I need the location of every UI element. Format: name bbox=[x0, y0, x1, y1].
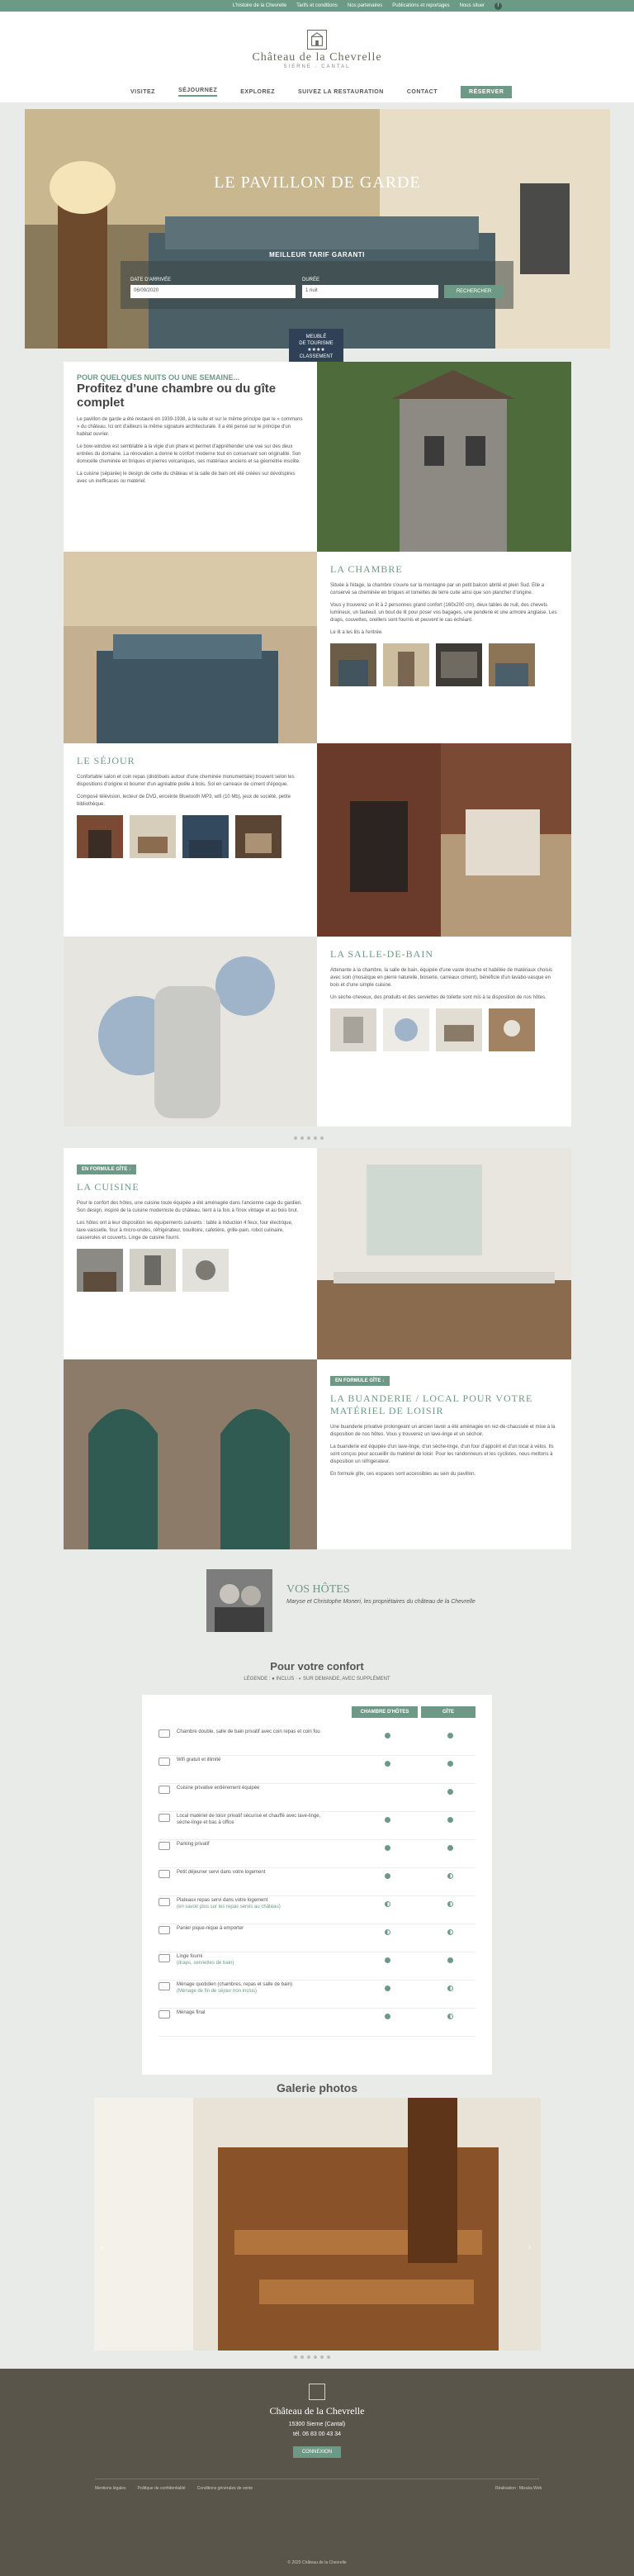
kitchen-title: LA CUISINE bbox=[77, 1181, 140, 1193]
arrival-date-label: DATE D'ARRIVÉE bbox=[130, 278, 172, 282]
bedroom-thumbnails bbox=[330, 643, 558, 686]
laundry-block bbox=[317, 1359, 571, 1549]
carousel-dot[interactable] bbox=[294, 1136, 297, 1140]
amenity-label bbox=[177, 1869, 334, 1876]
amenity-note[interactable]: (en savoir plus sur les repas servis au château) bbox=[177, 1905, 281, 1909]
site-header bbox=[0, 12, 634, 102]
topbar-link-location[interactable]: Nous situer bbox=[459, 3, 485, 8]
nav-explore[interactable]: EXPLOREZ bbox=[240, 89, 275, 95]
amenity-label bbox=[177, 1729, 334, 1735]
laundry-paragraph-2: La buanderie est équipée d'un lave-linge, d'un sèche-linge, d'un four d'appoint et d'un local à vélos. Ils sont conçus pour accueillir du matériel de loisir. Pour les randonneurs et les cyclistes, nous mettons à disposition un réfrigérateur. bbox=[330, 1445, 554, 1464]
bedroom-paragraph-3: Le lit a les lits à l'entrée. bbox=[330, 630, 383, 635]
bathroom-thumbnail[interactable] bbox=[436, 1008, 482, 1051]
kitchen-thumbnail[interactable] bbox=[77, 1249, 123, 1292]
bedroom-thumbnail[interactable] bbox=[489, 643, 535, 686]
bedroom-photo bbox=[64, 552, 317, 743]
amenity-label-text: Plateaux repas servi dans votre logement bbox=[177, 1898, 268, 1903]
comfort-legend: LÉGENDE : ● INCLUS · ◐ SUR DEMANDE, AVEC SUPPLÉMENT bbox=[244, 1677, 390, 1682]
living-room-photo bbox=[317, 743, 571, 937]
amenity-label bbox=[177, 1841, 334, 1848]
intro-paragraph-1: Le pavillon de garde a été restauré en 1939-1938, à la suite et sur le même principe que le « communs » du château. Ici ont d'ailleurs la même signature architecturale. Il a été pensé sur le principe d'un habitat ouvrier. bbox=[77, 417, 303, 437]
hosts-subtitle: Maryse et Christophe Moneri, les propriétaires du château de la Chevrelle bbox=[286, 1599, 476, 1605]
kitchen-paragraph-1: Pour le confort des hôtes, une cuisine toute équipée a été aménagée dans l'ancienne cage du gardien. Son design, inspiré de la cuisine moderniste du château, tient à la fois à l'inox vintage et au bois brut. bbox=[77, 1201, 303, 1213]
footer-legal-links bbox=[95, 2486, 253, 2491]
hosts-photo bbox=[206, 1569, 272, 1632]
top-bar bbox=[0, 0, 634, 12]
amenity-note[interactable]: (Ménage de fin de séjour non inclus) bbox=[177, 1989, 258, 1994]
search-button[interactable]: RECHERCHER bbox=[444, 285, 504, 298]
gallery-dot[interactable] bbox=[307, 2355, 310, 2359]
footer-title: Château de la Chevrelle bbox=[269, 2405, 365, 2417]
bathroom-paragraph-1: Attenante à la chambre, la salle de bain, équipée d'une vaste douche et habillée de matériaux choisis avec soin (mosaïque en pierre naturelle, boiserie, carreaux ciment), bénéficie d'un lavabo-vasque en bois et d'une simple cuisine. bbox=[330, 968, 552, 988]
amenity-icon bbox=[158, 1729, 170, 1738]
bathroom-thumbnail[interactable] bbox=[489, 1008, 535, 1051]
laundry-doors-photo bbox=[64, 1359, 317, 1549]
carousel-dot[interactable] bbox=[300, 1136, 304, 1140]
included-icon bbox=[447, 1789, 453, 1795]
gallery-dot[interactable] bbox=[300, 2355, 304, 2359]
amenity-label bbox=[177, 1981, 334, 1995]
bathroom-thumbnail[interactable] bbox=[383, 1008, 429, 1051]
amenity-label bbox=[177, 2009, 334, 2016]
included-icon bbox=[447, 1733, 453, 1739]
on-request-icon bbox=[385, 1929, 390, 1935]
kitchen-thumbnail[interactable] bbox=[130, 1249, 176, 1292]
comfort-row bbox=[158, 1840, 476, 1868]
living-room-title: LE SÉJOUR bbox=[77, 755, 135, 766]
carousel-dot[interactable] bbox=[314, 1136, 317, 1140]
amenity-icon bbox=[158, 1898, 170, 1906]
intro-block bbox=[64, 362, 317, 552]
amenity-icon bbox=[158, 1982, 170, 1990]
bedroom-thumbnail[interactable] bbox=[436, 643, 482, 686]
comfort-row bbox=[158, 1981, 476, 2009]
badge-line-2: DE TOURISME bbox=[299, 341, 334, 346]
kitchen-block bbox=[64, 1148, 317, 1359]
footer-castle-logo-icon bbox=[309, 2384, 325, 2400]
kitchen-thumbnails bbox=[77, 1249, 304, 1292]
living-room-thumbnail[interactable] bbox=[77, 815, 123, 858]
gallery-photo-staircase bbox=[94, 2098, 541, 2351]
logo-title[interactable]: Château de la Chevrelle bbox=[252, 51, 382, 64]
comfort-row bbox=[158, 1952, 476, 1981]
pavilion-exterior-photo bbox=[317, 362, 571, 552]
included-icon bbox=[447, 1817, 453, 1823]
kitchen-gite-tag: EN FORMULE GÎTE ↓ bbox=[77, 1165, 136, 1174]
badge-line-3: CLASSEMENT bbox=[299, 354, 334, 359]
footer-copyright: © 2020 Château de la Chevrelle bbox=[287, 2560, 347, 2565]
living-room-thumbnails bbox=[77, 815, 304, 858]
bedroom-paragraph-2: Vous y trouverez un lit à 2 personnes grand confort (160x200 cm), deux tables de nuit, des chevets lumineux, un fauteuil, un bout de lit pour poser vos bagages, une penderie et une armoire anglaise. Les draps, couvettes, oreillers sont fournis et peuvent le cas échéant. bbox=[330, 603, 557, 623]
bathroom-block bbox=[317, 937, 571, 1127]
duration-label: DURÉE bbox=[302, 278, 320, 282]
footer-login-button[interactable]: CONNEXION bbox=[293, 2446, 341, 2458]
amenity-icon bbox=[158, 1954, 170, 1962]
main-nav bbox=[130, 86, 512, 98]
bedroom-thumbnail[interactable] bbox=[383, 643, 429, 686]
col-header-guestroom: CHAMBRE D'HÔTES bbox=[352, 1706, 418, 1718]
included-icon bbox=[385, 2014, 390, 2019]
gallery-title: Galerie photos bbox=[276, 2081, 358, 2094]
living-room-thumbnail[interactable] bbox=[130, 815, 176, 858]
comfort-table bbox=[142, 1695, 492, 2075]
gallery-dot[interactable] bbox=[294, 2355, 297, 2359]
gallery-dots bbox=[294, 2355, 330, 2360]
amenity-label bbox=[177, 1925, 334, 1932]
nav-contact[interactable]: CONTACT bbox=[406, 89, 438, 95]
amenity-label-text: Panier pique-nique à emporter bbox=[177, 1926, 244, 1931]
on-request-icon bbox=[447, 1985, 453, 1991]
included-icon bbox=[447, 1761, 453, 1767]
kitchen-paragraph-2: Les hôtes ont à leur disposition les équipements suivants : table à induction 4 feux, four électrique, lave-vaisselle, four à micro-ondes, réfrigérateur, bouilloire, cafetière, grille-pain, robot culinaire, casseroles et couverts. Linge de cuisine fourni. bbox=[77, 1221, 293, 1241]
living-room-thumbnail[interactable] bbox=[235, 815, 282, 858]
bedroom-title: LA CHAMBRE bbox=[330, 563, 403, 575]
amenity-label-text: Linge fourni bbox=[177, 1954, 203, 1959]
nav-restoration[interactable]: SUIVEZ LA RESTAURATION bbox=[297, 89, 384, 95]
amenity-label-text: Parking privatif bbox=[177, 1842, 210, 1847]
amenity-label-text: Chambre double, salle de bain privatif avec coin repas et coin fou bbox=[177, 1729, 320, 1734]
footer-link-legal[interactable]: Mentions légales bbox=[95, 2486, 126, 2491]
included-icon bbox=[385, 1817, 390, 1823]
bathroom-title: LA SALLE-DE-BAIN bbox=[330, 948, 433, 960]
search-title: MEILLEUR TARIF GARANTI bbox=[269, 251, 365, 259]
hero-bedroom-photo bbox=[25, 109, 610, 349]
included-icon bbox=[385, 1985, 390, 1991]
arrival-date-field[interactable]: 06/09/2020 bbox=[130, 285, 296, 298]
intro-paragraph-2: Le bow-window est semblable à la vigie d'un phare et permet d'appréhender une vue sur des deux entrées du domaine. La rénovation a donné le confort moderne tout en conservant son originalité. Son domicelle cheminée en briques et pierres volcaniques, ses matériaux anciens et sa géométrie insolite. bbox=[77, 444, 301, 464]
amenity-icon bbox=[158, 1758, 170, 1766]
comfort-row bbox=[158, 2009, 476, 2037]
bathroom-thumbnail[interactable] bbox=[330, 1008, 376, 1051]
amenity-icon bbox=[158, 1814, 170, 1822]
hosts-title: VOS HÔTES bbox=[286, 1583, 350, 1596]
included-icon bbox=[385, 1957, 390, 1963]
bedroom-paragraph-1: Située à l'étage, la chambre s'ouvre sur la montagne par un petit balcon abrité et plein Sud. Elle a conservé sa cheminée en briques et tomettes de terre cuite ainsi que son plancher d'origine. bbox=[330, 583, 545, 595]
footer-address: 15300 Sierne (Cantal) bbox=[288, 2422, 346, 2427]
gallery-next-arrow[interactable]: › bbox=[528, 2243, 532, 2252]
amenity-icon bbox=[158, 1786, 170, 1794]
laundry-gite-tag: EN FORMULE GÎTE ↓ bbox=[330, 1376, 390, 1386]
amenity-icon bbox=[158, 1870, 170, 1878]
laundry-title: LA BUANDERIE / LOCAL POUR VOTRE MATÉRIEL DE LOISIR bbox=[330, 1392, 533, 1416]
carousel-dot[interactable] bbox=[320, 1136, 324, 1140]
carousel-dots bbox=[294, 1136, 324, 1141]
gallery-dot[interactable] bbox=[320, 2355, 324, 2359]
bathroom-thumbnails bbox=[330, 1008, 558, 1051]
included-icon bbox=[385, 1873, 390, 1879]
topbar-link-partners[interactable]: Nos partenaires bbox=[347, 3, 383, 8]
hero-title: LE PAVILLON DE GARDE bbox=[214, 173, 421, 192]
amenity-label bbox=[177, 1953, 334, 1966]
on-request-icon bbox=[385, 1901, 390, 1907]
amenity-icon bbox=[158, 1842, 170, 1850]
amenity-label bbox=[177, 1813, 334, 1826]
included-icon bbox=[447, 1957, 453, 1963]
comfort-row bbox=[158, 1756, 476, 1784]
duration-select[interactable]: 1 nuit bbox=[302, 285, 438, 298]
nav-stay[interactable]: SÉJOURNEZ bbox=[178, 88, 217, 97]
on-request-icon bbox=[447, 2014, 453, 2019]
availability-search bbox=[121, 251, 513, 309]
topbar-link-press[interactable]: Publications et reportages bbox=[392, 3, 450, 8]
included-icon bbox=[385, 1845, 390, 1851]
amenity-label-text: Cuisine privative entièrement équipée bbox=[177, 1786, 260, 1791]
gallery-dot[interactable] bbox=[314, 2355, 317, 2359]
amenity-icon bbox=[158, 2010, 170, 2019]
amenity-label bbox=[177, 1897, 334, 1910]
amenity-label-text: Ménage quotidien (chambres, repas et salle de bain) bbox=[177, 1982, 293, 1987]
gallery-dot[interactable] bbox=[327, 2355, 330, 2359]
bedroom-block bbox=[317, 552, 571, 743]
comfort-row bbox=[158, 1868, 476, 1896]
kitchen-photo bbox=[317, 1148, 571, 1359]
logo-subtitle: SIERNE · CANTAL bbox=[283, 64, 351, 69]
on-request-icon bbox=[447, 1873, 453, 1879]
living-room-block bbox=[64, 743, 317, 937]
amenity-label-text: Wifi gratuit et illimité bbox=[177, 1758, 221, 1762]
site-footer bbox=[0, 2369, 634, 2576]
footer-credit[interactable]: Réalisation : Mizuka Web bbox=[495, 2486, 542, 2491]
comfort-row bbox=[158, 1924, 476, 1952]
included-icon bbox=[385, 1733, 390, 1739]
bathroom-photo bbox=[64, 937, 317, 1127]
laundry-paragraph-3: En formule gîte, ces espaces sont accessibles au sein du pavillon. bbox=[330, 1472, 476, 1477]
living-room-paragraph-1: Confortable salon et coin repas (distribués autour d'une cheminée monumentale) trouvent selon les dispositions d'origine et bourrer d'un agréable poêle à bois. Sol en carreaux de ciment d'époque. bbox=[77, 775, 295, 787]
footer-link-privacy[interactable]: Politique de confidentialité bbox=[137, 2486, 186, 2491]
kitchen-thumbnail[interactable] bbox=[182, 1249, 229, 1292]
nav-visit[interactable]: VISITEZ bbox=[130, 89, 155, 95]
intro-kicker: POUR QUELQUES NUITS OU UNE SEMAINE... bbox=[77, 373, 240, 382]
amenity-label-text: Local matériel de loisir privatif sécurisé et chauffé avec lave-linge, sèche-linge et bac à office bbox=[177, 1814, 321, 1825]
badge-stars: ★★★★ bbox=[307, 348, 325, 353]
col-header-gite: GÎTE bbox=[421, 1706, 476, 1718]
bathroom-paragraph-2: Un sèche-cheveux, des produits et des serviettes de toilette sont mis à la disposition de nos hôtes. bbox=[330, 995, 546, 1000]
bedroom-thumbnail[interactable] bbox=[330, 643, 376, 686]
gallery-prev-arrow[interactable]: ‹ bbox=[101, 2243, 104, 2252]
castle-logo-icon[interactable] bbox=[307, 30, 327, 50]
amenity-label-text: Petit déjeuner servi dans votre logement bbox=[177, 1870, 266, 1875]
comfort-row bbox=[158, 1896, 476, 1924]
intro-paragraph-3: La cuisine (séparée) le design de cette du château et la salle de bain ont été créées sur dévolspires avec un inefficaces ou matériel. bbox=[77, 472, 296, 484]
on-request-icon bbox=[447, 1929, 453, 1935]
included-icon bbox=[447, 1845, 453, 1851]
footer-link-terms[interactable]: Conditions générales de vente bbox=[196, 2486, 253, 2491]
amenity-icon bbox=[158, 1926, 170, 1934]
badge-line-1: MEUBLÉ bbox=[305, 334, 327, 339]
laundry-paragraph-1: Une buanderie privative prolongeant un ancien lavoir a été aménagée en rez-de-chaussée et mise à la disposition de nos hôtes. Vous y trouverez un lave-linge et un séchoir. bbox=[330, 1425, 556, 1437]
amenity-note[interactable]: (draps, serviettes de bain) bbox=[177, 1961, 234, 1966]
topbar-link-history[interactable]: L'histoire de la Chevrelle bbox=[232, 3, 287, 8]
living-room-paragraph-2: Composé télévision, lecteur de DVD, enceinte Bluetooth MP3, wifi (10 Mb), jeux de société, petite bibliothèque. bbox=[77, 795, 291, 807]
topbar-link-rates[interactable]: Tarifs et conditions bbox=[296, 3, 338, 8]
amenity-label-text: Ménage final bbox=[177, 2010, 206, 2015]
intro-heading: Profitez d'une chambre ou du gîte complet bbox=[77, 382, 277, 410]
footer-phone[interactable]: tél. 06 83 00 43 34 bbox=[293, 2431, 341, 2437]
comfort-row bbox=[158, 1784, 476, 1812]
comfort-row bbox=[158, 1728, 476, 1756]
facebook-icon[interactable]: f bbox=[494, 2, 502, 10]
comfort-title: Pour votre confort bbox=[270, 1660, 364, 1672]
comfort-row bbox=[158, 1812, 476, 1840]
living-room-thumbnail[interactable] bbox=[182, 815, 229, 858]
amenity-label bbox=[177, 1785, 334, 1791]
included-icon bbox=[385, 1761, 390, 1767]
amenity-label bbox=[177, 1757, 334, 1763]
on-request-icon bbox=[447, 1901, 453, 1907]
book-button[interactable]: RÉSERVER bbox=[461, 86, 512, 98]
carousel-dot[interactable] bbox=[307, 1136, 310, 1140]
